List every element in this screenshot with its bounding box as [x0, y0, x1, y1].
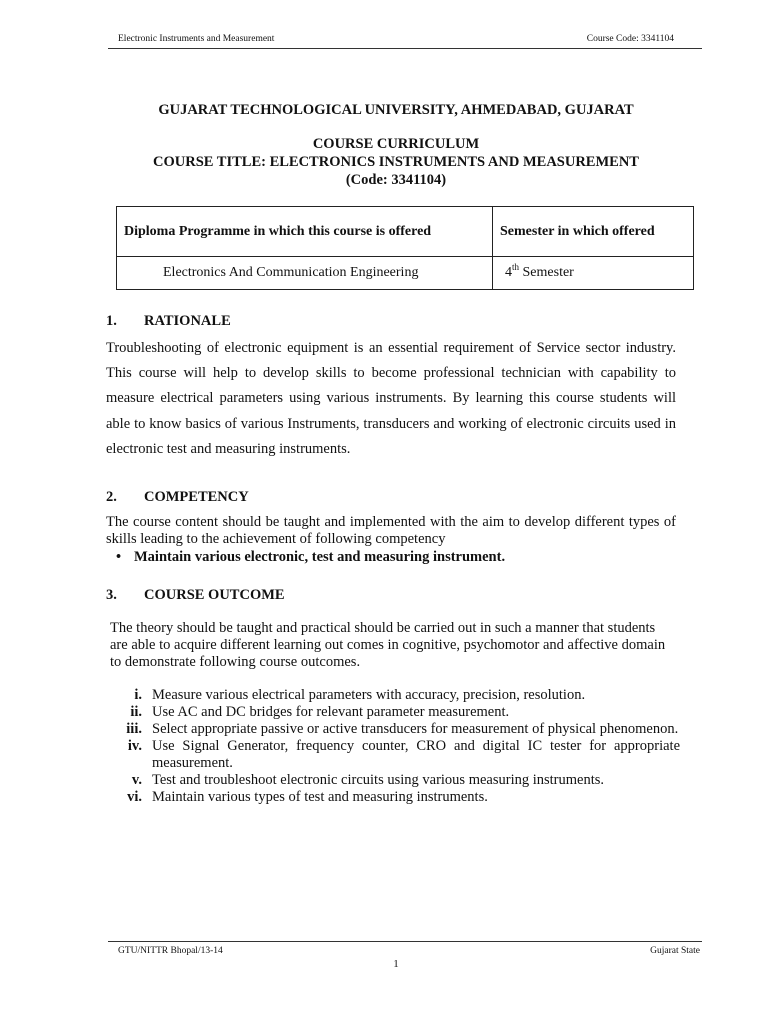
list-item-number: ii.	[130, 704, 142, 720]
table-column-divider	[492, 207, 493, 289]
table-header-semester: Semester in which offered	[500, 224, 655, 239]
competency-text: The course content should be taught and implemented with the aim to develop different types of skills leading to the achievement of following competency	[106, 514, 676, 547]
section-title: RATIONALE	[144, 313, 231, 329]
footer-divider	[108, 941, 702, 942]
programme-table	[116, 206, 694, 290]
footer-right-text: Gujarat State	[650, 946, 700, 956]
list-item-number: i.	[134, 687, 142, 703]
table-header-programme: Diploma Programme in which this course is offered	[124, 224, 432, 239]
list-item-text: Use AC and DC bridges for relevant parameter measurement.	[152, 704, 510, 720]
list-item-number: v.	[131, 772, 142, 788]
header-course-code: Course Code: 3341104	[586, 34, 674, 44]
list-item-number: vi.	[127, 789, 142, 805]
list-item-text: Select appropriate passive or active transducers for measurement of physical phenomenon.	[152, 721, 679, 737]
rationale-text: Troubleshooting of electronic equipment is an essential requirement of Service sector industry. This course will help to develop skills to become professional technician with capability to measure electrical parameters using various instruments. By learning this course students will able to know basics of various Instruments, transducers and working of electronic circuits used in electronic test and measuring instruments.	[106, 340, 676, 457]
list-item	[110, 721, 680, 738]
header-left-text: Electronic Instruments and Measurement	[118, 34, 275, 44]
list-item-text: Measure various electrical parameters with accuracy, precision, resolution.	[152, 687, 586, 703]
university-title: GUJARAT TECHNOLOGICAL UNIVERSITY, AHMEDABAD, GUJARAT	[158, 102, 634, 118]
outcome-list	[110, 687, 680, 806]
curriculum-title: COURSE CURRICULUM	[312, 136, 480, 152]
list-item-number: iv.	[127, 738, 142, 754]
list-item	[110, 687, 680, 704]
list-item-text: Use Signal Generator, frequency counter, CRO and digital IC tester for appropriate measurement.	[152, 738, 680, 771]
table-cell-programme: Electronics And Communication Engineering	[163, 265, 419, 280]
section-competency-heading	[106, 489, 249, 506]
table-cell-semester	[505, 262, 574, 281]
page-number: 1	[393, 958, 399, 970]
list-item	[110, 704, 680, 721]
section-number: 3.	[106, 587, 117, 603]
section-title: COMPETENCY	[144, 489, 249, 505]
section-number: 1.	[106, 313, 117, 329]
section-number: 2.	[106, 489, 117, 505]
list-item-text: Test and troubleshoot electronic circuits using various measuring instruments.	[152, 772, 605, 788]
course-title: COURSE TITLE: ELECTRONICS INSTRUMENTS AND MEASUREMENT	[153, 154, 639, 170]
competency-bullet-text: Maintain various electronic, test and measuring instrument.	[134, 549, 506, 565]
bullet-icon: •	[116, 549, 122, 565]
outcome-intro-text: The theory should be taught and practical should be carried out in such a manner that students are able to acquire different learning out comes in cognitive, psychomotor and affective domain to demonstrate following course outcomes.	[110, 620, 666, 670]
list-item-number: iii.	[126, 721, 142, 737]
semester-suffix: th	[512, 262, 520, 272]
list-item	[110, 772, 680, 789]
list-item	[110, 789, 680, 806]
competency-bullet	[116, 549, 505, 566]
section-rationale-heading	[106, 313, 231, 330]
section-title: COURSE OUTCOME	[144, 587, 285, 603]
footer-left-text: GTU/NITTR Bhopal/13-14	[118, 946, 223, 956]
header-divider	[108, 48, 702, 49]
semester-label: Semester	[519, 265, 574, 280]
semester-number: 4	[505, 265, 512, 280]
section-outcome-heading	[106, 587, 285, 604]
list-item-text: Maintain various types of test and measuring instruments.	[152, 789, 488, 805]
list-item	[110, 738, 680, 772]
course-code: (Code: 3341104)	[345, 172, 447, 188]
